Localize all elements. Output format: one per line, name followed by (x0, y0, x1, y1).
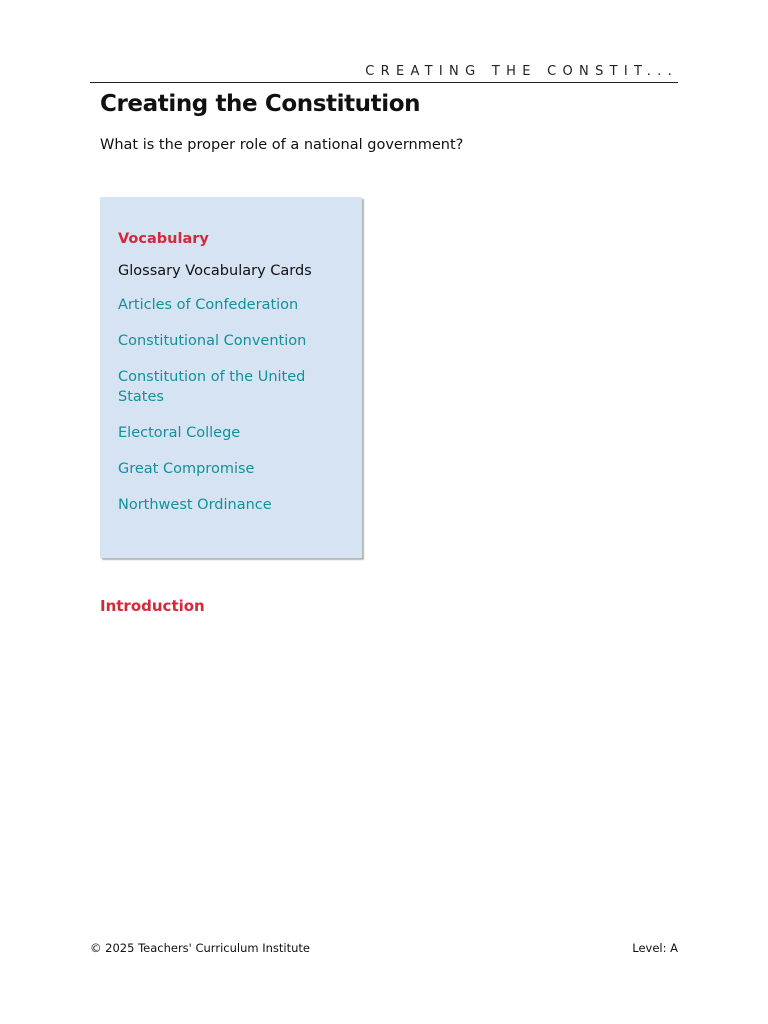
vocab-link-constitutional-convention[interactable]: Constitutional Convention (118, 333, 307, 349)
vocab-link-great-compromise[interactable]: Great Compromise (118, 461, 255, 477)
vocabulary-term-list (118, 295, 344, 515)
footer-copyright: © 2025 Teachers' Curriculum Institute (90, 941, 310, 955)
vocab-link-electoral-college[interactable]: Electoral College (118, 425, 241, 441)
page-title: Creating the Constitution (100, 91, 421, 117)
vocab-link-northwest-ordinance[interactable]: Northwest Ordinance (118, 497, 272, 513)
running-header: CREATING THE CONSTIT... (90, 62, 678, 83)
vocabulary-box (100, 197, 362, 558)
footer-level: Level: A (632, 941, 678, 955)
glossary-vocabulary-cards-label: Glossary Vocabulary Cards (118, 263, 312, 279)
essential-question: What is the proper role of a national government? (100, 137, 464, 153)
vocab-link-constitution-of-the-united-states[interactable]: Constitution of the United States (118, 369, 306, 405)
vocab-link-articles-of-confederation[interactable]: Articles of Confederation (118, 297, 299, 313)
vocabulary-heading: Vocabulary (118, 231, 209, 247)
introduction-heading: Introduction (100, 597, 205, 615)
